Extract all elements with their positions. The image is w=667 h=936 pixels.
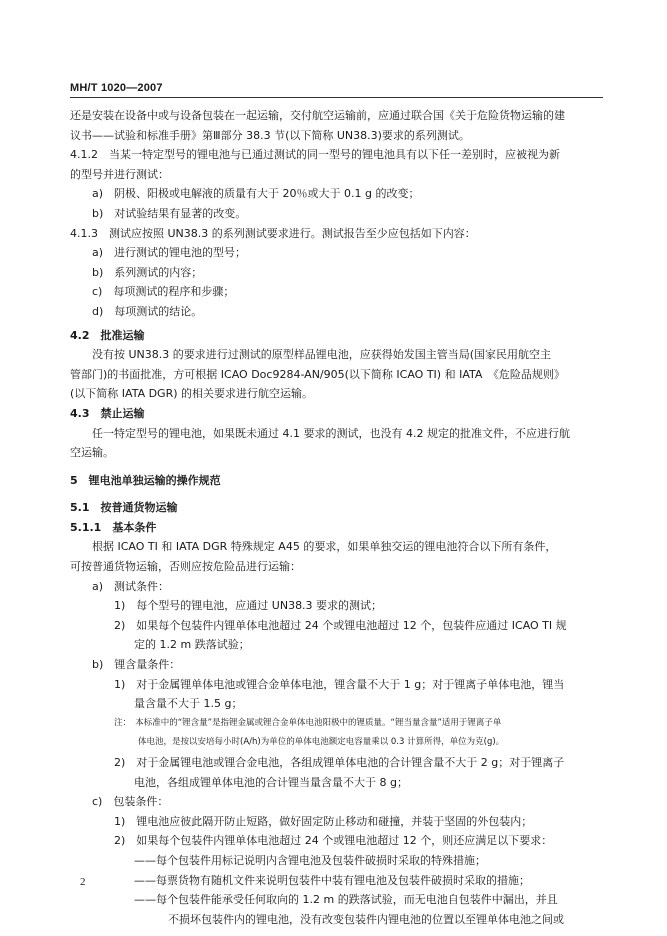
text-line: 2) 如果每个包装件内锂单体电池超过 24 个或锂电池超过 12 个，包装件应通过 ICAO TI 规 (114, 618, 567, 632)
text-line: ——每个包装件用标记说明内含锂电池及包装件破损时采取的特殊措施； (134, 853, 486, 867)
document-code: MH/T 1020—2007 (70, 82, 163, 94)
text-line: a) 阴极、阳极或电解液的质量有大于 20％或大于 0.1 g 的改变； (92, 187, 420, 201)
text-line: 不损坏包装件内的锂电池，没有改变包装件内锂电池的位置以至锂单体电池之间或 (168, 912, 564, 926)
text-line: 1) 每个型号的锂电池，应通过 UN38.3 要求的测试； (114, 599, 383, 613)
text-line: 管部门)的书面批准，方可根据 ICAO Doc9284-AN/905(以下简称 ICAO TI) 和 IATA 《危险品规则》 (70, 367, 565, 381)
text-line: 任一特定型号的锂电池，如果既未通过 4.1 要求的测试，也没有 4.2 规定的批准文件，不应进行航 (92, 426, 570, 440)
text-line: 1) 锂电池应彼此隔开防止短路，做好固定防止移动和碰撞，并装于坚固的外包装内； (114, 814, 533, 828)
text-line: c) 包装条件： (92, 795, 169, 809)
text-line: 定的 1.2 m 跌落试验； (134, 638, 250, 652)
spacer (70, 463, 603, 471)
text-line: c) 每项测试的程序和步骤； (92, 285, 235, 299)
text-line: (以下简称 IATA DGR) 的相关要求进行航空运输。 (70, 387, 314, 401)
header-rule (70, 97, 603, 98)
document-body (70, 106, 603, 929)
text-line: 根据 ICAO TI 和 IATA DGR 特殊规定 A45 的要求，如果单独交运的锂电池符合以下所有条件， (92, 540, 557, 554)
text-line: a) 测试条件： (92, 579, 170, 593)
text-line: 可按普通货物运输，否则应按危险品进行运输： (70, 560, 301, 574)
text-line: 还是安装在设备中或与设备包装在一起运输，交付航空运输前，应通过联合国《关于危险货物运输的建 (70, 109, 565, 122)
spacer (70, 490, 603, 498)
section-heading: 5.1 按普通货物运输 (70, 501, 178, 515)
text-line: a) 进行测试的锂电池的型号； (92, 246, 247, 260)
text-line: 电池，各组成锂单体电池的合计锂当量含量不大于 8 g； (134, 775, 408, 789)
text-line: b) 系列测试的内容； (92, 265, 203, 279)
section-heading: 4.3 禁止运输 (70, 406, 145, 420)
page-number: 2 (80, 876, 86, 888)
text-line: ——每票货物有随机文件来说明包装件中装有锂电池及包装件破损时采取的措施； (134, 873, 530, 887)
text-line: b) 锂含量条件： (92, 658, 181, 672)
text-line: ——每个包装件能承受任何取向的 1.2 m 的跌落试验，而无电池自包装件中漏出，并且 (134, 893, 558, 907)
text-line: 没有按 UN38.3 的要求进行过测试的原型样品锂电池，应获得始发国主管当局(国家民用航空主 (92, 348, 552, 362)
text-line: 空运输。 (70, 446, 114, 460)
section-heading: 5.1.1 基本条件 (70, 520, 157, 534)
text-line: 2) 对于金属锂电池或锂合金电池，各组成锂单体电池的合计锂含量不大于 2 g；对于锂离子 (114, 756, 565, 769)
text-line: 1) 对于金属锂单体电池或锂合金单体电池，锂含量不大于 1 g；对于锂离子单体电池，锂当 (114, 677, 565, 691)
text-line: b) 对试验结果有显著的改变。 (92, 206, 247, 220)
text-line: 的型号并进行测试： (70, 167, 169, 181)
text-line: 2) 如果每个包装件内锂单体电池超过 24 个或锂电池超过 12 个，则还应满足以下要求： (114, 834, 553, 848)
note-line: 体电池，是按以安培每小时(A/h)为单位的单体电池额定电容量乘以 0.3 计算所得，单位为克(g)。 (138, 737, 505, 748)
text-line: 4.1.2 当某一特定型号的锂电池与已通过测试的同一型号的锂电池具有以下任一差别时，应被视为新 (70, 148, 560, 162)
text-line: d) 每项测试的结论。 (92, 304, 203, 318)
section-heading: 5 锂电池单独运输的操作规范 (70, 473, 221, 487)
text-line: 量含量不大于 1.5 g； (134, 697, 243, 711)
text-line: 议书——试验和标准手册》第Ⅲ部分 38.3 节(以下简称 UN38.3)要求的系列测试。 (70, 128, 470, 142)
section-heading: 4.2 批准运输 (70, 328, 145, 342)
note-line: 注： 本标准中的“锂含量”是指锂金属或锂合金单体电池阳极中的锂质量。“锂当量含量”适用于锂离子单 (114, 717, 502, 728)
text-line: 4.1.3 测试应按照 UN38.3 的系列测试要求进行。测试报告至少应包括如下内容： (70, 226, 476, 240)
